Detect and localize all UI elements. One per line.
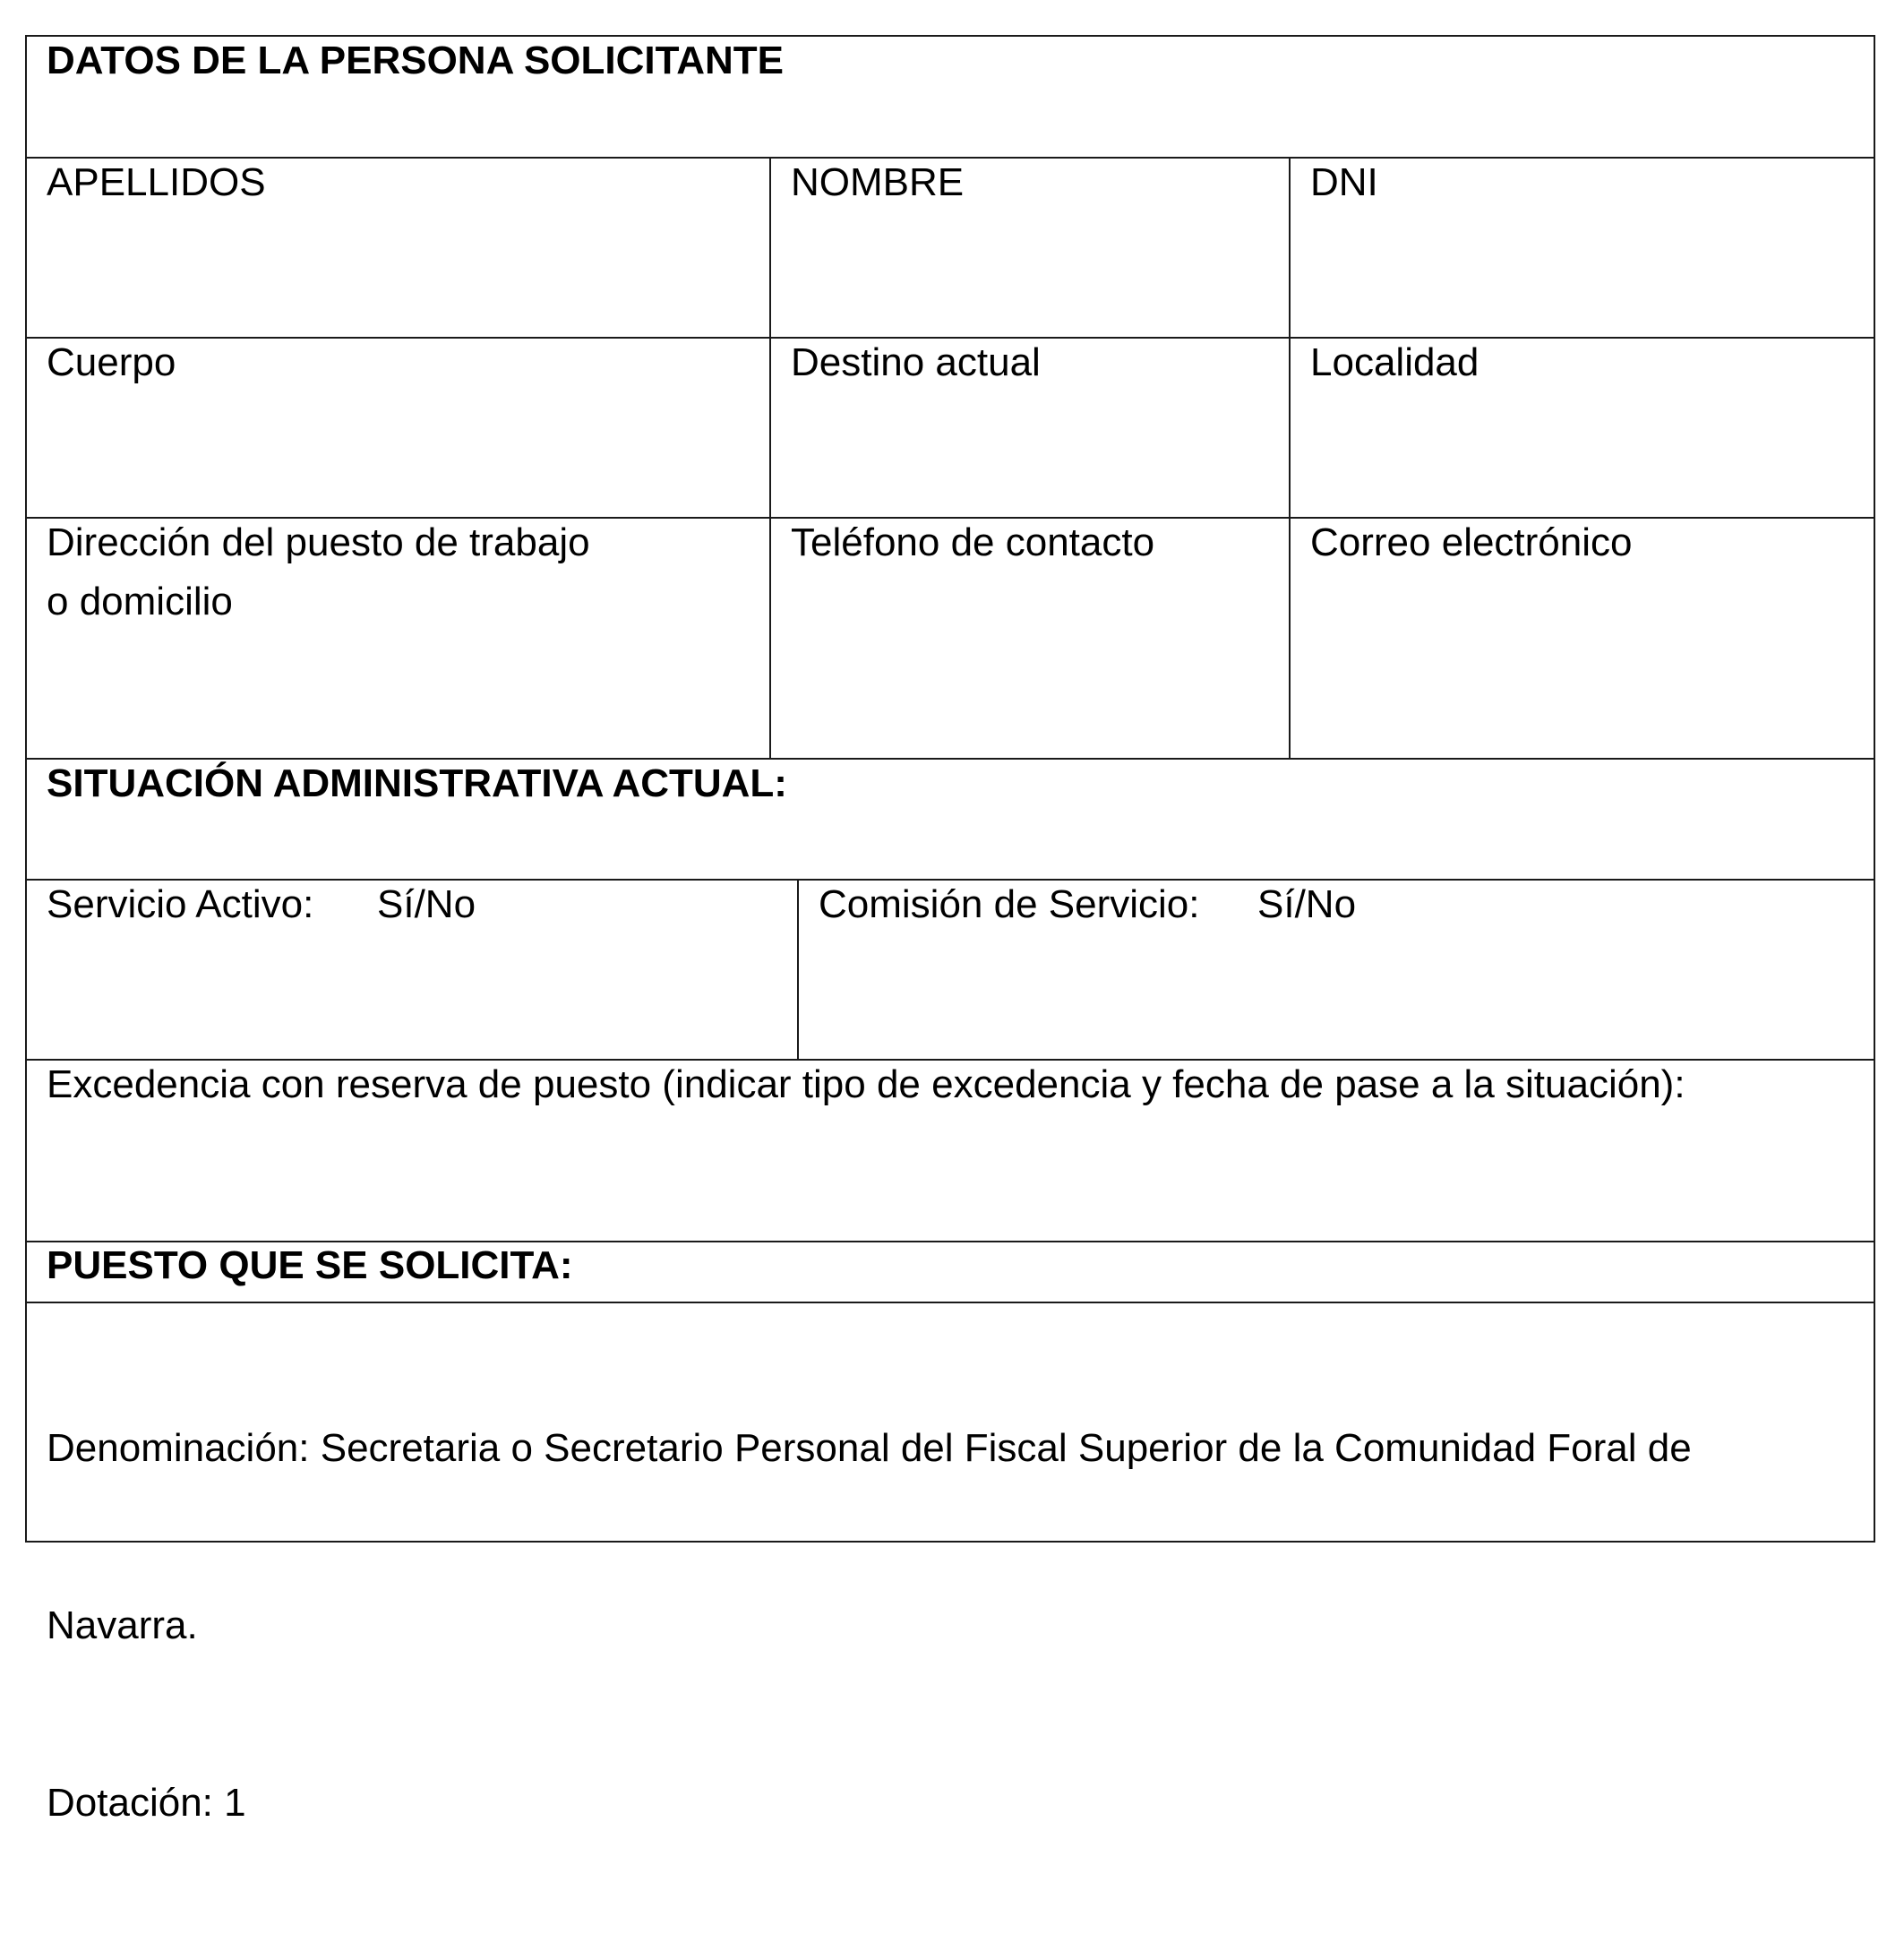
destino-actual-field[interactable] [769,339,1289,519]
denominacion-line-1: Denominación: Secretaria o Secretario Personal del Fiscal Superior de la Comunidad Foral de [47,1426,1692,1470]
position-details-row [27,1302,1874,1825]
admin-status-heading: SITUACIÓN ADMINISTRATIVA ACTUAL: [47,761,787,805]
cuerpo-field[interactable] [27,339,769,519]
cuerpo-label: Cuerpo [47,340,176,384]
localidad-field[interactable] [1289,339,1874,519]
application-form-table [25,35,1875,1825]
applicant-row-2 [27,337,1874,519]
excedencia-label: Excedencia con reserva de puesto (indicar tipo de excedencia y fecha de pase a la situación): [47,1062,1685,1106]
servicio-activo-pair [27,875,797,934]
denominacion-line-2: Navarra. [47,1603,198,1647]
comision-servicio-label: Comisión de Servicio: [819,882,1200,926]
servicio-activo-value[interactable]: Sí/No [377,882,476,926]
comision-servicio-value[interactable]: Sí/No [1257,882,1357,926]
comision-servicio-pair [799,875,1874,934]
telefono-label: Teléfono de contacto [791,520,1155,564]
dni-label: DNI [1310,160,1378,204]
position-heading-row [27,1241,1874,1303]
applicant-heading-row [27,37,1874,159]
dni-field[interactable] [1289,159,1874,339]
applicant-heading-cell [27,37,1874,159]
excedencia-row [27,1059,1874,1242]
dotacion-text: Dotación: 1 [47,1781,246,1825]
applicant-row-3 [27,517,1874,760]
correo-label: Correo electrónico [1310,520,1633,564]
position-heading: PUESTO QUE SE SOLICITA: [47,1243,573,1287]
position-heading-cell [27,1242,1874,1303]
applicant-row-1 [27,157,1874,339]
applicant-section-heading: DATOS DE LA PERSONA SOLICITANTE [47,39,785,82]
service-status-row [27,879,1874,1061]
destino-actual-label: Destino actual [791,340,1041,384]
telefono-field[interactable] [769,519,1289,760]
direccion-label: Dirección del puesto de trabajo o domicilio [47,520,601,623]
direccion-field[interactable] [27,519,769,760]
apellidos-field[interactable] [27,159,769,339]
localidad-label: Localidad [1310,340,1479,384]
excedencia-field[interactable] [27,1061,1874,1242]
apellidos-label: APELLIDOS [47,160,266,204]
admin-status-heading-row [27,758,1874,881]
correo-field[interactable] [1289,519,1874,760]
position-details [27,1301,1874,1951]
servicio-activo-field[interactable] [27,881,797,1061]
admin-status-heading-cell [27,760,1874,881]
nombre-field[interactable] [769,159,1289,339]
position-details-cell [27,1303,1874,1825]
nombre-label: NOMBRE [791,160,965,204]
comision-servicio-field[interactable] [797,881,1874,1061]
servicio-activo-label: Servicio Activo: [47,882,314,926]
